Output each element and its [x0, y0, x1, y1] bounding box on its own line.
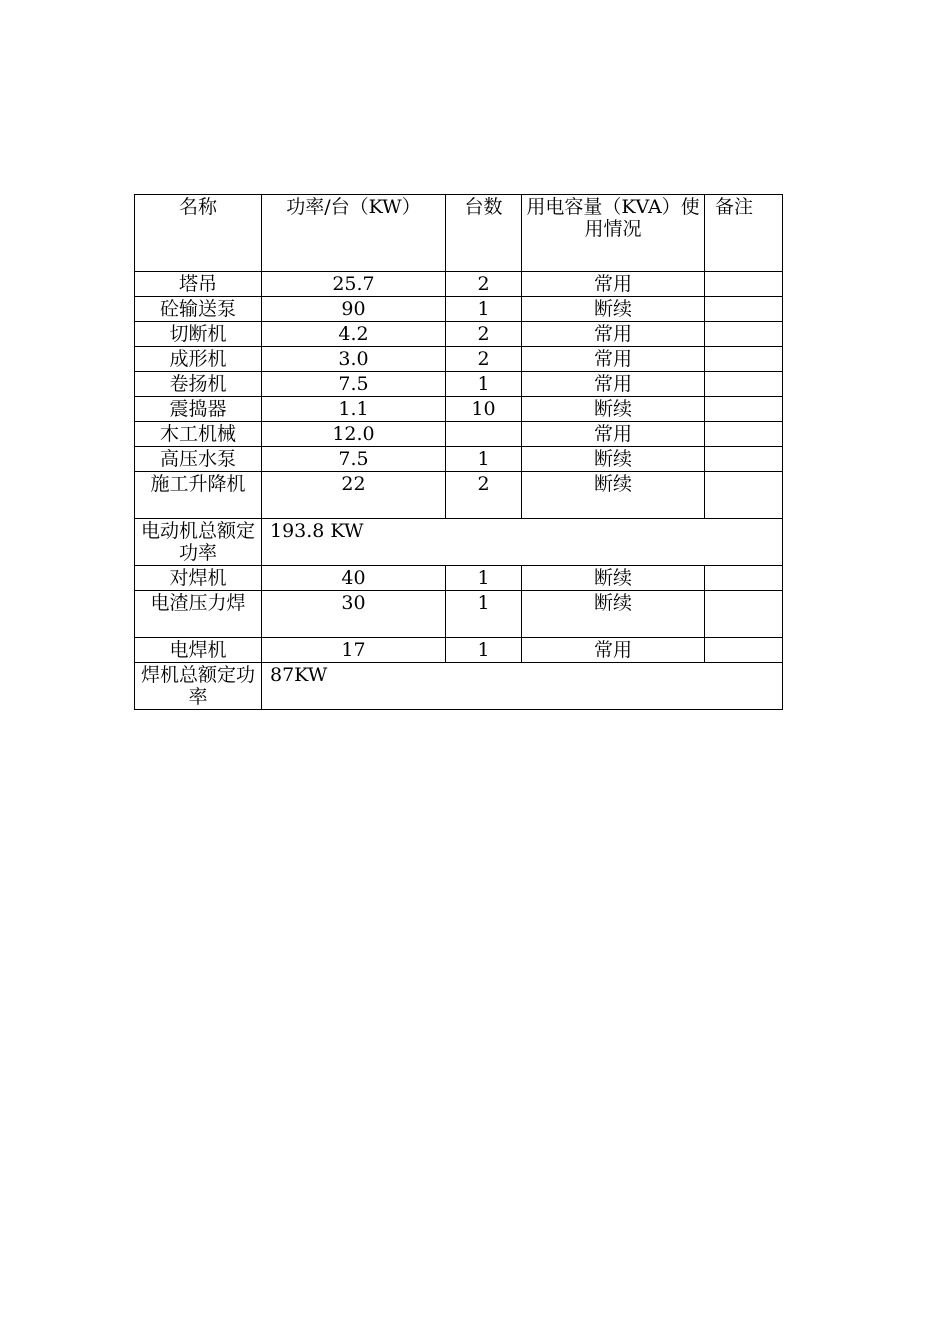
cell-count: 10: [446, 397, 522, 422]
cell-count: 1: [446, 591, 522, 638]
motor-total-label: 电动机总额定功率: [135, 519, 262, 566]
cell-note: [705, 322, 783, 347]
cell-note: [705, 397, 783, 422]
cell-name: 震捣器: [135, 397, 262, 422]
cell-name: 木工机械: [135, 422, 262, 447]
cell-note: [705, 472, 783, 519]
cell-note: [705, 422, 783, 447]
cell-count: 2: [446, 272, 522, 297]
equipment-power-table: [134, 194, 783, 710]
cell-count: 2: [446, 472, 522, 519]
cell-power: 3.0: [262, 347, 446, 372]
cell-name: 高压水泵: [135, 447, 262, 472]
header-power: 功率/台（KW）: [262, 195, 446, 272]
cell-usage: 断续: [522, 472, 705, 519]
cell-count: 2: [446, 347, 522, 372]
cell-note: [705, 591, 783, 638]
cell-note: [705, 347, 783, 372]
cell-name: 电渣压力焊: [135, 591, 262, 638]
welder-total-row: [135, 663, 783, 710]
table-row: [135, 272, 783, 297]
cell-usage: 常用: [522, 272, 705, 297]
cell-count: 2: [446, 322, 522, 347]
table-row: [135, 447, 783, 472]
table-header-row: [135, 195, 783, 272]
cell-note: [705, 297, 783, 322]
cell-power: 22: [262, 472, 446, 519]
cell-power: 17: [262, 638, 446, 663]
table-row: [135, 322, 783, 347]
cell-name: 电焊机: [135, 638, 262, 663]
cell-count: 1: [446, 372, 522, 397]
cell-count: 1: [446, 447, 522, 472]
table-row: [135, 566, 783, 591]
table-row: [135, 347, 783, 372]
table-row: [135, 397, 783, 422]
table-row: [135, 422, 783, 447]
cell-power: 1.1: [262, 397, 446, 422]
motor-total-value: 193.8 KW: [262, 519, 783, 566]
cell-count: 1: [446, 638, 522, 663]
cell-power: 25.7: [262, 272, 446, 297]
cell-power: 40: [262, 566, 446, 591]
header-usage: 用电容量（KVA）使用情况: [522, 195, 705, 272]
cell-name: 施工升降机: [135, 472, 262, 519]
cell-power: 7.5: [262, 372, 446, 397]
table-row: [135, 472, 783, 519]
cell-note: [705, 372, 783, 397]
table-row: [135, 591, 783, 638]
table-row: [135, 297, 783, 322]
cell-usage: 断续: [522, 447, 705, 472]
cell-count: [446, 422, 522, 447]
cell-name: 切断机: [135, 322, 262, 347]
cell-usage: 常用: [522, 347, 705, 372]
cell-name: 对焊机: [135, 566, 262, 591]
cell-power: 90: [262, 297, 446, 322]
cell-power: 30: [262, 591, 446, 638]
cell-note: [705, 447, 783, 472]
cell-note: [705, 638, 783, 663]
cell-usage: 断续: [522, 397, 705, 422]
welder-total-label: 焊机总额定功率: [135, 663, 262, 710]
cell-usage: 断续: [522, 591, 705, 638]
welder-total-value: 87KW: [262, 663, 783, 710]
cell-power: 4.2: [262, 322, 446, 347]
cell-count: 1: [446, 566, 522, 591]
cell-count: 1: [446, 297, 522, 322]
cell-usage: 断续: [522, 297, 705, 322]
cell-usage: 常用: [522, 322, 705, 347]
cell-power: 7.5: [262, 447, 446, 472]
cell-name: 卷扬机: [135, 372, 262, 397]
cell-note: [705, 566, 783, 591]
header-name: 名称: [135, 195, 262, 272]
table-row: [135, 638, 783, 663]
cell-name: 成形机: [135, 347, 262, 372]
header-note: 备注: [705, 195, 783, 272]
cell-usage: 断续: [522, 566, 705, 591]
header-count: 台数: [446, 195, 522, 272]
cell-usage: 常用: [522, 372, 705, 397]
cell-note: [705, 272, 783, 297]
cell-name: 砼输送泵: [135, 297, 262, 322]
cell-power: 12.0: [262, 422, 446, 447]
table-row: [135, 372, 783, 397]
cell-usage: 常用: [522, 422, 705, 447]
cell-usage: 常用: [522, 638, 705, 663]
motor-total-row: [135, 519, 783, 566]
cell-name: 塔吊: [135, 272, 262, 297]
